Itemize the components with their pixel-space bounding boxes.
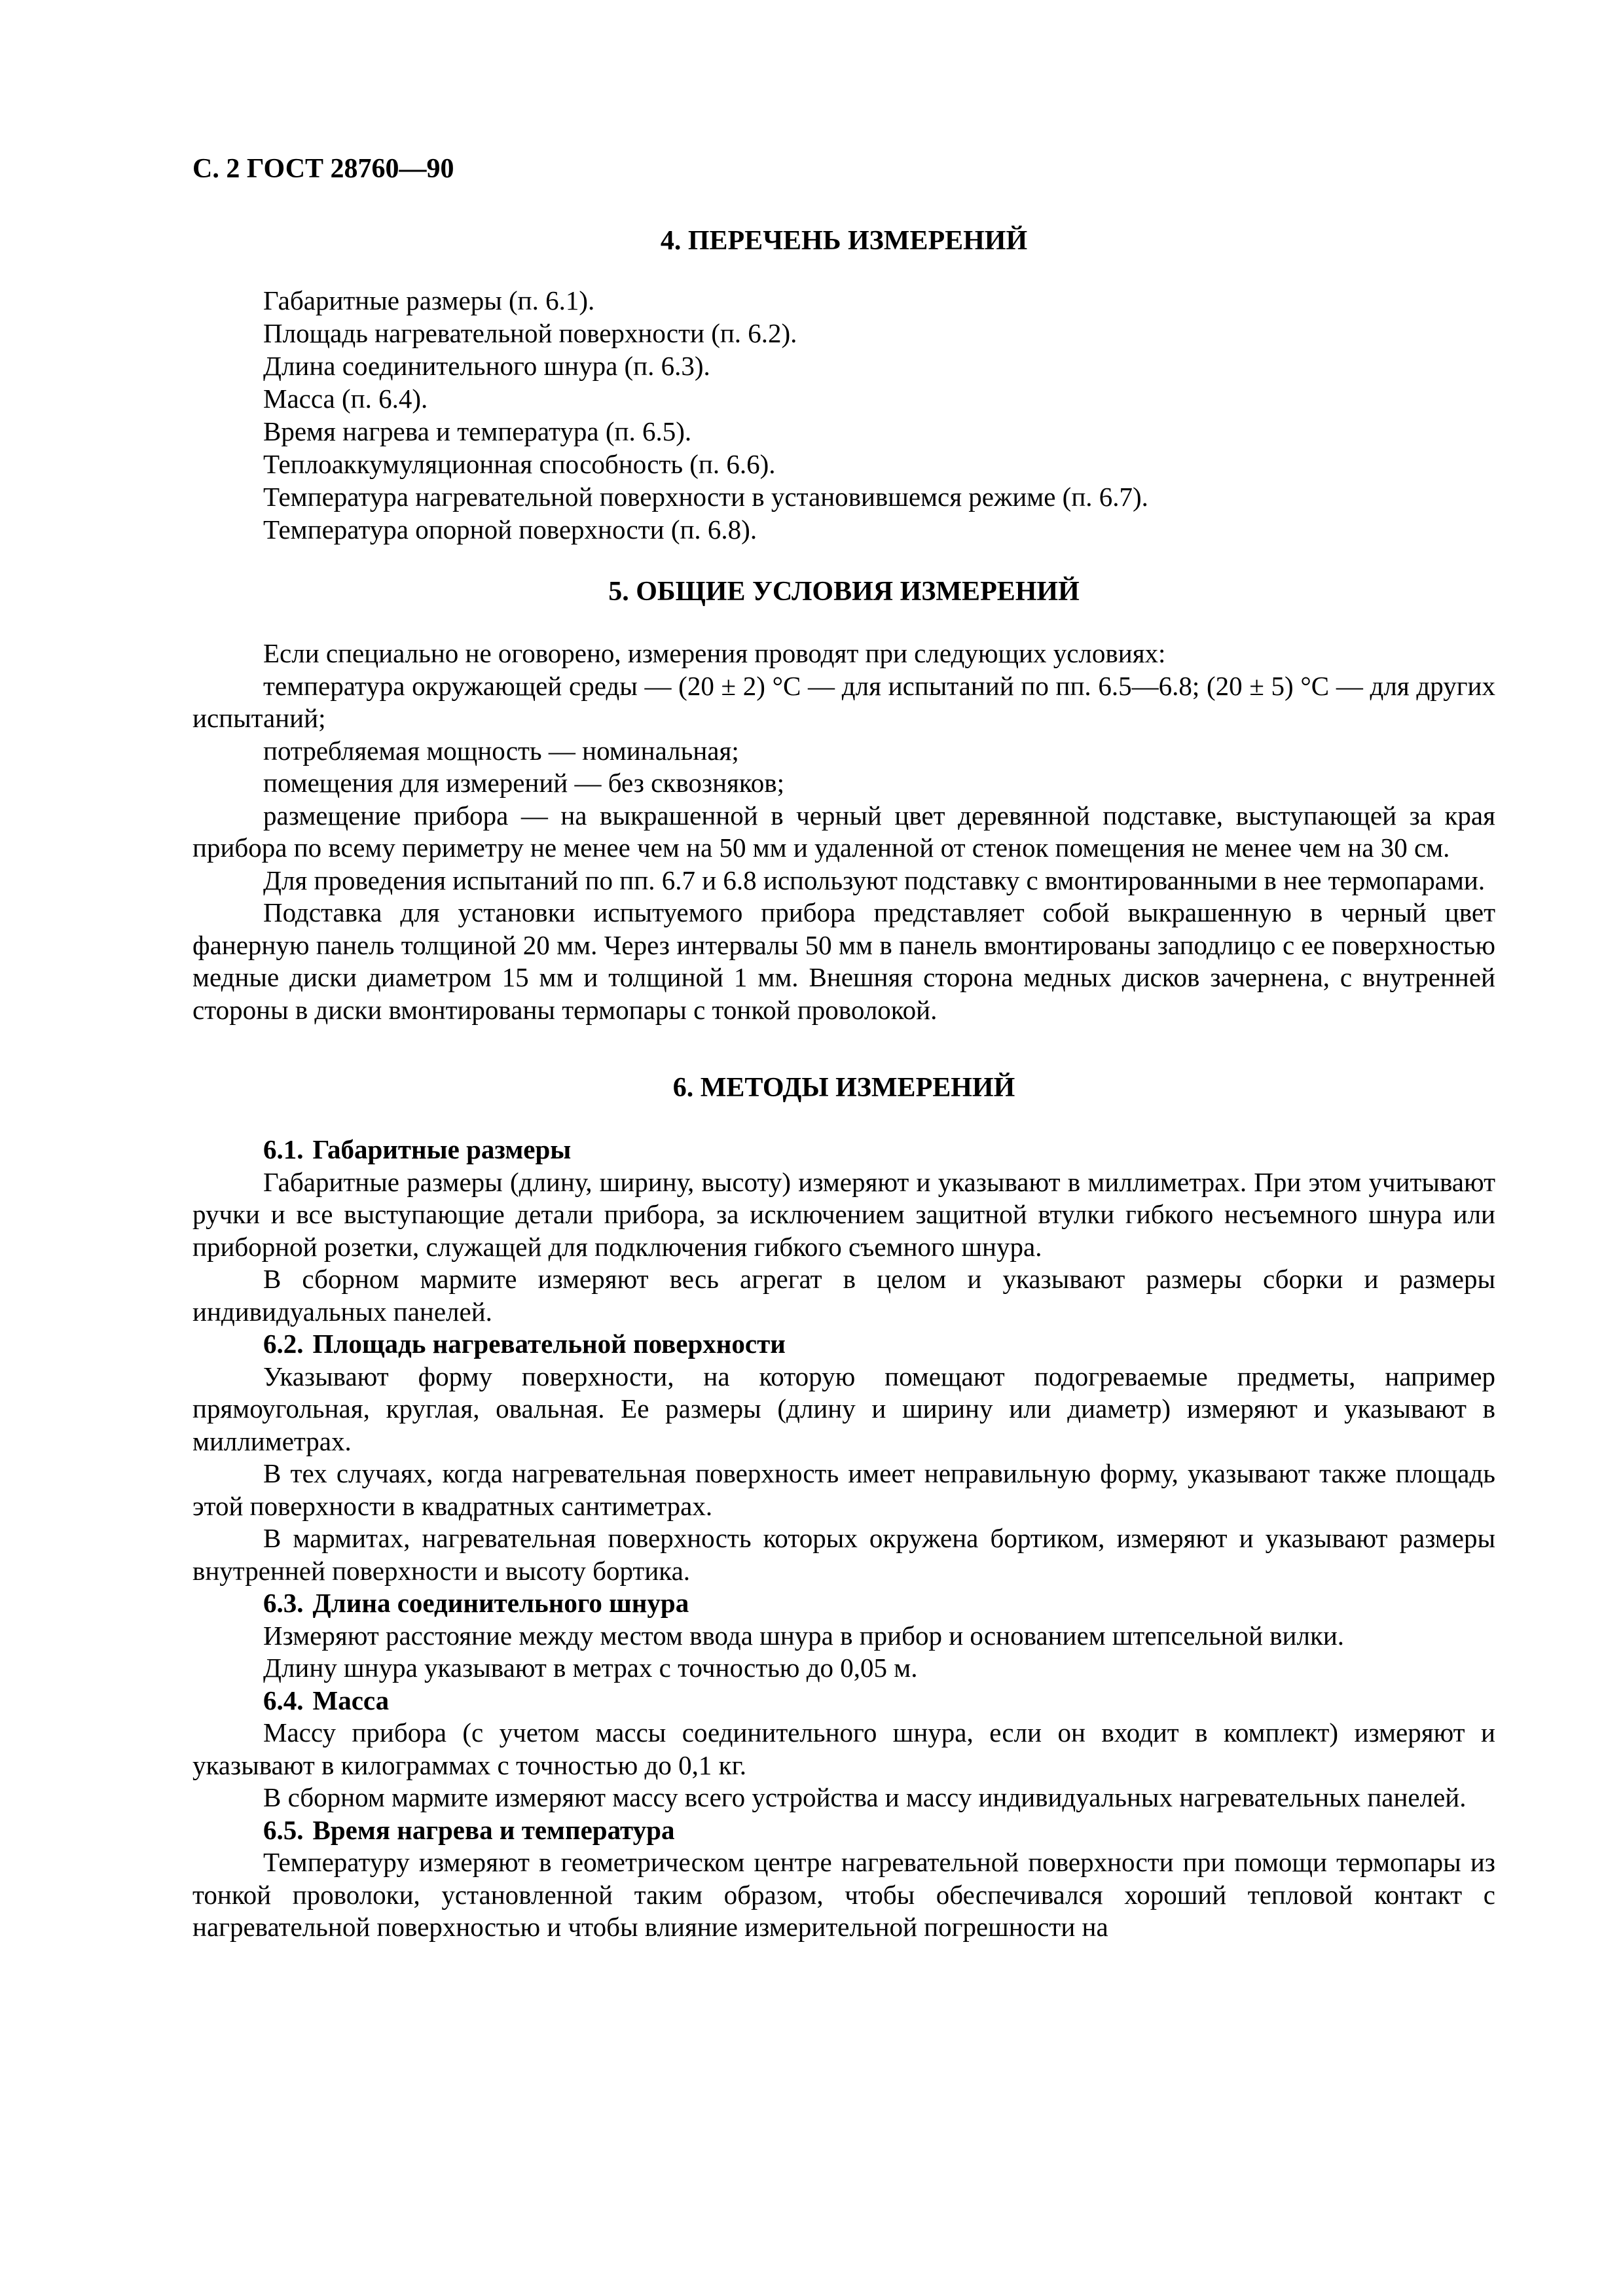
list-item: Габаритные размеры (п. 6.1). [263, 285, 595, 315]
subsection-title: Длина соединительного шнура [312, 1588, 689, 1618]
subsection-title: Масса [312, 1685, 390, 1715]
section-6-title: 6. МЕТОДЫ ИЗМЕРЕНИЙ [672, 1073, 1015, 1103]
measurements-list [192, 284, 1495, 546]
paragraph: В сборном мармите измеряют весь агрегат в целом и указывают размеры сборки и размеры индивидуальных панелей. [192, 1264, 1495, 1327]
subsection-title: Площадь нагревательной поверхности [312, 1329, 786, 1359]
list-item: Длина соединительного шнура (п. 6.3). [263, 351, 710, 381]
subsection-title: Время нагрева и температура [312, 1814, 675, 1845]
list-item: Масса (п. 6.4). [263, 384, 428, 414]
paragraph: помещения для измерений — без сквозняков; [263, 768, 784, 798]
subsection-6-1-heading [192, 1134, 1495, 1166]
list-item: Площадь нагревательной поверхности (п. 6.2). [263, 318, 797, 348]
subsection-6-3-heading [192, 1587, 1495, 1620]
paragraph: Для проведения испытаний по пп. 6.7 и 6.8 используют подставку с вмонтированными в нее термопарами. [263, 865, 1486, 895]
list-item: Температура опорной поверхности (п. 6.8). [263, 514, 757, 545]
paragraph: температура окружающей среды — (20 ± 2) °С — для испытаний по пп. 6.5—6.8; (20 ± 5) °С — для других испытаний; [192, 670, 1495, 733]
subsection-6-5-heading [192, 1814, 1495, 1847]
subsection-number: 6.3. [263, 1588, 304, 1618]
list-item: Теплоаккумуляционная способность (п. 6.6). [263, 449, 776, 479]
subsection-title: Габаритные размеры [312, 1134, 572, 1164]
subsection-number: 6.2. [263, 1329, 304, 1359]
document-page [192, 149, 1495, 1944]
section-5-title: 5. ОБЩИЕ УСЛОВИЯ ИЗМЕРЕНИЙ [608, 577, 1080, 607]
paragraph: Измеряют расстояние между местом ввода шнура в прибор и основанием штепсельной вилки. [263, 1620, 1345, 1651]
paragraph: Длину шнура указывают в метрах с точностью до 0,05 м. [263, 1653, 918, 1683]
page-header: С. 2 ГОСТ 28760—90 [192, 154, 454, 184]
paragraph: В мармитах, нагревательная поверхность которых окружена бортиком, измеряют и указывают размеры внутренней поверхности и высоту бортика. [192, 1523, 1495, 1586]
paragraph: В тех случаях, когда нагревательная поверхность имеет неправильную форму, указывают также площадь этой поверхности в квадратных сантиметрах. [192, 1458, 1495, 1521]
list-item: Температура нагревательной поверхности в установившемся режиме (п. 6.7). [263, 482, 1148, 512]
paragraph: Габаритные размеры (длину, ширину, высоту) измеряют и указывают в миллиметрах. При этом учитывают ручки и все выступающие детали прибора, за исключением защитной втулки гибкого несъемного шнура или приборной розетки, служащей для подключения гибкого съемного шнура. [192, 1166, 1495, 1262]
paragraph: В сборном мармите измеряют массу всего устройства и массу индивидуальных нагревательных панелей. [263, 1782, 1467, 1812]
subsection-number: 6.1. [263, 1134, 304, 1164]
subsection-6-2-heading [192, 1328, 1495, 1361]
list-item: Время нагрева и температура (п. 6.5). [263, 416, 692, 446]
paragraph: Указывают форму поверхности, на которую помещают подогреваемые предметы, например прямоугольная, круглая, овальная. Ее размеры (длину и ширину или диаметр) измеряют и указывают в миллиметрах. [192, 1361, 1495, 1456]
section-4-title: 4. ПЕРЕЧЕНЬ ИЗМЕРЕНИЙ [660, 226, 1028, 256]
paragraph: потребляемая мощность — номинальная; [263, 735, 739, 766]
subsection-number: 6.4. [263, 1685, 304, 1715]
paragraph: Массу прибора (с учетом массы соединительного шнура, если он входит в комплект) измеряют и указывают в килограммах с точностью до 0,1 кг. [192, 1717, 1495, 1780]
subsection-6-4-heading [192, 1685, 1495, 1717]
subsection-number: 6.5. [263, 1814, 304, 1845]
paragraph: Подставка для установки испытуемого прибора представляет собой выкрашенную в черный цвет фанерную панель толщиной 20 мм. Через интервалы 50 мм в панель вмонтированы заподлицо с ее поверхностью медные диски диаметром 15 мм и толщиной 1 мм. Внешняя сторона медных дисков зачернена, с внутренней стороны в диски вмонтированы термопары с тонкой проволокой. [192, 897, 1495, 1025]
paragraph: Температуру измеряют в геометрическом центре нагревательной поверхности при помощи термопары из тонкой проволоки, установленной таким образом, чтобы обеспечивался хороший тепловой контакт с нагревательной поверхностью и чтобы влияние измерительной погрешности на [192, 1847, 1495, 1942]
paragraph: Если специально не оговорено, измерения проводят при следующих условиях: [263, 638, 1166, 668]
paragraph: размещение прибора — на выкрашенной в черный цвет деревянной подставке, выступающей за края прибора по всему периметру не менее чем на 50 мм и удаленной от стенок помещения не менее чем на 30 см. [192, 800, 1495, 863]
